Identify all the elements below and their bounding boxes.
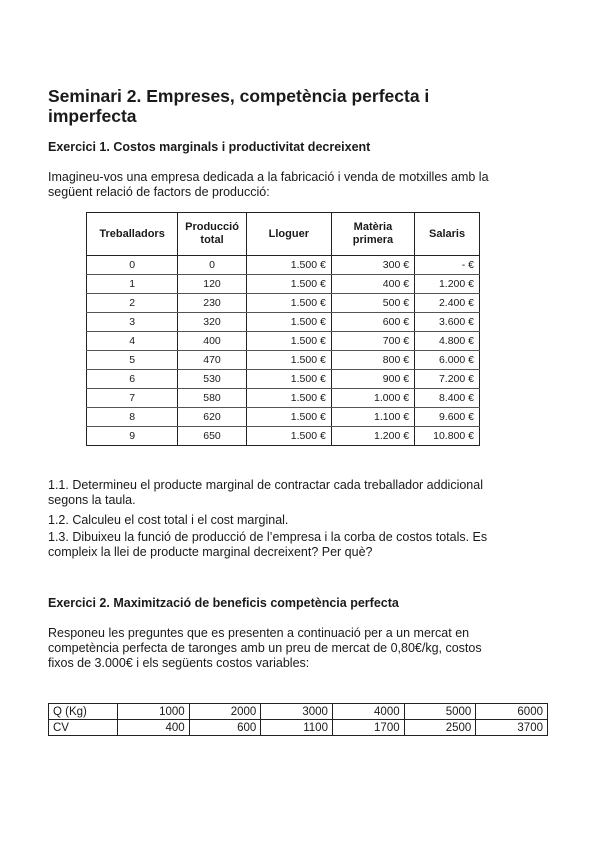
table-cell: 500 €	[331, 294, 414, 313]
table-cell: 5	[87, 351, 178, 370]
table-cell: 1.500 €	[246, 313, 331, 332]
column-header: Matèria primera	[331, 213, 414, 256]
table-cell: 1.500 €	[246, 370, 331, 389]
question-1-2	[48, 513, 518, 528]
table-cell: 8.400 €	[415, 389, 480, 408]
question-1-1	[48, 478, 518, 508]
variable-costs-table	[48, 703, 548, 736]
table-cell: 9.600 €	[415, 408, 480, 427]
table-cell: 1100	[261, 720, 333, 736]
table-cell: 700 €	[331, 332, 414, 351]
text-line: Responeu les preguntes que es presenten a continuació per a un mercat en	[48, 626, 470, 640]
exercise1-intro	[48, 170, 518, 200]
title-line: imperfecta	[48, 106, 137, 126]
table-cell: 3	[87, 313, 178, 332]
text-line: Imagineu-vos una empresa dedicada a la fabricació i venda de motxilles amb la	[48, 170, 489, 184]
table-row	[87, 351, 480, 370]
table-cell: CV	[49, 720, 118, 736]
text-line: competència perfecta de taronges amb un preu de mercat de 0,80€/kg, costos	[48, 641, 482, 655]
table-cell: 2	[87, 294, 178, 313]
table-row	[87, 408, 480, 427]
table-cell: 1.500 €	[246, 294, 331, 313]
table-cell: 9	[87, 427, 178, 446]
table-cell: 1.500 €	[246, 256, 331, 275]
text-line: següent relació de factors de producció:	[48, 185, 270, 199]
table-cell: 470	[178, 351, 247, 370]
table-cell: 1.500 €	[246, 427, 331, 446]
table-cell: 4	[87, 332, 178, 351]
text-line: fixos de 3.000€ i els següents costos variables:	[48, 656, 310, 670]
table-cell: 300 €	[331, 256, 414, 275]
table-cell: 1.500 €	[246, 332, 331, 351]
table-row	[87, 370, 480, 389]
table-cell: 6	[87, 370, 178, 389]
exercise2-intro	[48, 626, 518, 671]
column-header: Producció total	[178, 213, 247, 256]
table-cell: 120	[178, 275, 247, 294]
exercise1-heading: Exercici 1. Costos marginals i productivitat decreixent	[48, 140, 371, 154]
table-cell: 800 €	[331, 351, 414, 370]
table-cell: 1.500 €	[246, 275, 331, 294]
table-cell: 1000	[118, 704, 190, 720]
table-row	[87, 256, 480, 275]
table-cell: 3000	[261, 704, 333, 720]
table-cell: 4000	[332, 704, 404, 720]
table-cell: 4.800 €	[415, 332, 480, 351]
column-header: Salaris	[415, 213, 480, 256]
table-row	[49, 704, 548, 720]
table-cell: 1.500 €	[246, 389, 331, 408]
table-cell: 1.100 €	[331, 408, 414, 427]
text-line: 1.3. Dibuixeu la funció de producció de l’empresa i la corba de costos totals. Es	[48, 530, 488, 544]
table-row	[49, 720, 548, 736]
table-cell: 3.600 €	[415, 313, 480, 332]
text-line: 1.2. Calculeu el cost total i el cost marginal.	[48, 513, 289, 527]
table-cell: 1.200 €	[331, 427, 414, 446]
table-cell: 1.500 €	[246, 408, 331, 427]
table-cell: 3700	[476, 720, 548, 736]
table-cell: 600	[189, 720, 261, 736]
table-cell: 400	[118, 720, 190, 736]
table-cell: 5000	[404, 704, 476, 720]
text-line: 1.1. Determineu el producte marginal de contractar cada treballador addicional	[48, 478, 483, 492]
table-cell: 320	[178, 313, 247, 332]
table-cell: 530	[178, 370, 247, 389]
table-row	[87, 313, 480, 332]
table-cell: 900 €	[331, 370, 414, 389]
table-cell: 6000	[476, 704, 548, 720]
table-cell: 1700	[332, 720, 404, 736]
table-cell: 1	[87, 275, 178, 294]
table-cell: 620	[178, 408, 247, 427]
table-row	[87, 294, 480, 313]
table-cell: 600 €	[331, 313, 414, 332]
page-title	[48, 86, 468, 126]
table-cell: 6.000 €	[415, 351, 480, 370]
exercise2-heading: Exercici 2. Maximització de beneficis competència perfecta	[48, 596, 399, 610]
table-row	[87, 332, 480, 351]
table-cell: 1.200 €	[415, 275, 480, 294]
table-cell: 2500	[404, 720, 476, 736]
table-cell: 0	[178, 256, 247, 275]
table-cell: 1.500 €	[246, 351, 331, 370]
table-cell: 0	[87, 256, 178, 275]
table-cell: 2000	[189, 704, 261, 720]
question-1-3	[48, 530, 518, 560]
table-cell: - €	[415, 256, 480, 275]
table-cell: 400	[178, 332, 247, 351]
table-row	[87, 389, 480, 408]
table-row	[87, 427, 480, 446]
table-cell: 7	[87, 389, 178, 408]
column-header: Treballadors	[87, 213, 178, 256]
table-cell: 7.200 €	[415, 370, 480, 389]
table-cell: Q (Kg)	[49, 704, 118, 720]
table-cell: 8	[87, 408, 178, 427]
table-cell: 1.000 €	[331, 389, 414, 408]
text-line: segons la taula.	[48, 493, 136, 507]
table-cell: 2.400 €	[415, 294, 480, 313]
table-cell: 580	[178, 389, 247, 408]
production-table	[86, 212, 480, 446]
table-cell: 230	[178, 294, 247, 313]
table-header-row	[87, 213, 480, 256]
title-line: Seminari 2. Empreses, competència perfecta i	[48, 86, 430, 106]
column-header: Lloguer	[246, 213, 331, 256]
table-cell: 650	[178, 427, 247, 446]
table-row	[87, 275, 480, 294]
table-cell: 10.800 €	[415, 427, 480, 446]
text-line: compleix la llei de producte marginal decreixent? Per què?	[48, 545, 373, 559]
table-cell: 400 €	[331, 275, 414, 294]
